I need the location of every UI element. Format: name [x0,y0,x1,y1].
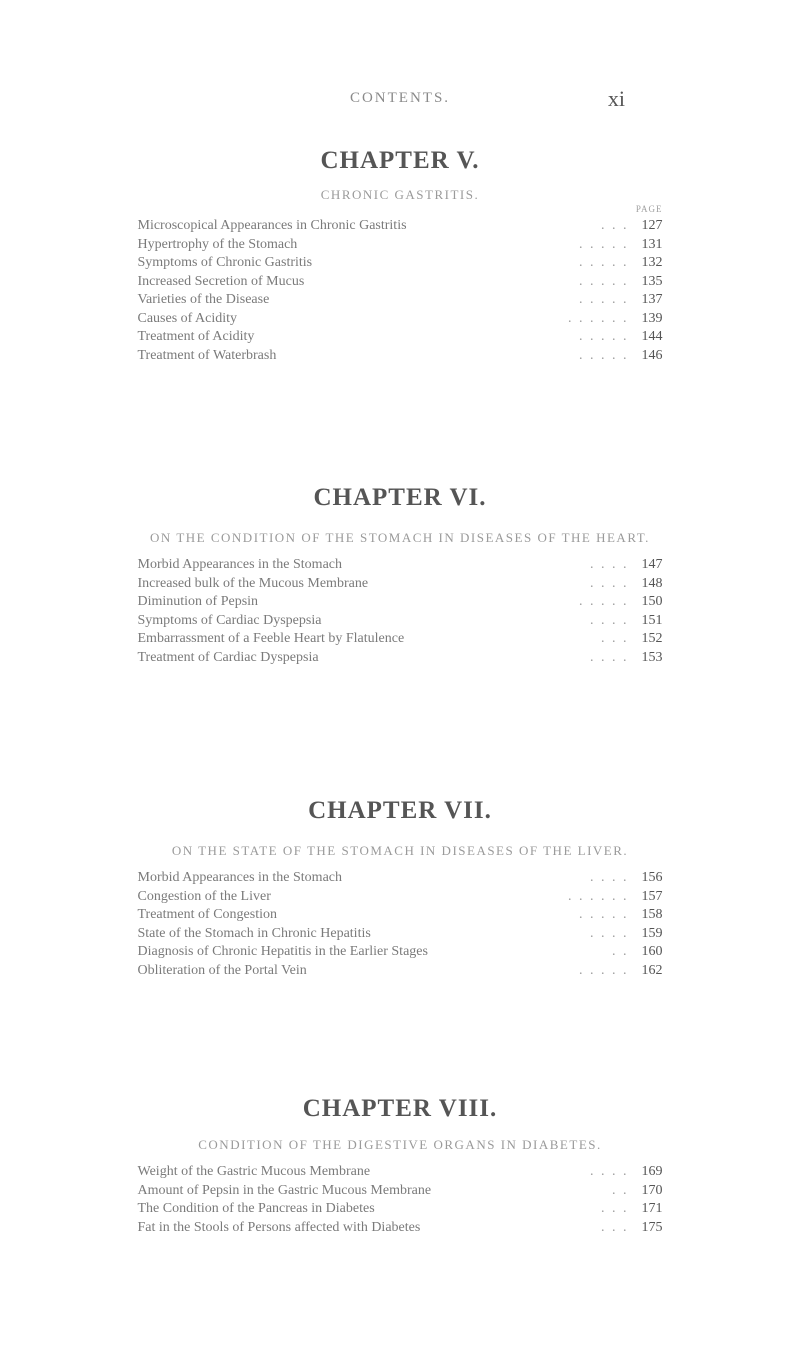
toc-entry-page: 137 [641,292,663,307]
toc-entry [138,870,663,889]
toc-entry-title: Morbid Appearances in the Stomach [137,557,343,572]
leader-dots: . . . . . . [568,888,629,904]
toc-entry [138,292,663,311]
toc-entry-title: Obliteration of the Portal Vein [137,962,307,978]
leader-dots: . . [612,944,629,959]
chapter-5 [0,146,800,366]
toc-entry [138,631,663,650]
leader-dots: . . . . . [579,273,629,289]
toc-entry [138,237,663,256]
toc-entry-page: 127 [641,218,663,233]
toc-entry [138,650,663,669]
toc-entry [138,348,663,367]
toc-entry-page: 159 [641,925,663,941]
toc-entry-title: Treatment of Waterbrash [137,347,277,363]
leader-dots: . . . . . [579,329,629,344]
toc-entry-title: Treatment of Congestion [137,907,277,922]
page-column-label [138,206,663,218]
leader-dots: . . . . [590,612,629,628]
running-title: CONTENTS. [349,90,451,106]
toc-entry [138,1164,663,1183]
toc-entry [138,329,663,348]
chapter-subtitle: ON THE CONDITION OF THE STOMACH IN DISEASES OF THE HEART. [150,530,650,545]
chapter-8 [0,1094,800,1238]
chapter-subtitle: ON THE STATE OF THE STOMACH IN DISEASES OF THE LIVER. [171,843,629,858]
toc-entry-page: 169 [641,1164,663,1179]
toc-entry-title: Causes of Acidity [137,310,238,326]
toc-entry [138,576,663,595]
toc-entry-title: State of the Stomach in Chronic Hepatitis [137,925,371,941]
toc-entry-page: 148 [641,575,663,591]
toc-entry [138,594,663,613]
toc-entry-title: Diminution of Pepsin [137,594,259,609]
toc-entry-title: Fat in the Stools of Persons affected with Diabetes [137,1219,421,1235]
toc-entry-title: Treatment of Acidity [137,329,255,344]
leader-dots: . . . [601,1201,629,1216]
leader-dots: . . . . . . [568,310,629,326]
toc-entry-page: 157 [641,888,663,904]
toc-entry-title: Weight of the Gastric Mucous Membrane [137,1164,371,1179]
chapter-subtitle: CONDITION OF THE DIGESTIVE ORGANS IN DIABETES. [198,1137,602,1152]
leader-dots: . . . . . [579,236,629,252]
leader-dots: . . . . . [579,962,629,978]
running-head [0,86,800,120]
toc-entry-page: 150 [641,594,663,609]
leader-dots: . . . [601,631,629,646]
toc-entry-page: 158 [641,907,663,922]
toc-list [138,557,663,668]
toc-entry [138,613,663,632]
toc-entry-title: Diagnosis of Chronic Hepatitis in the Earlier Stages [137,944,428,959]
leader-dots: . . . . . [579,347,629,363]
toc-entry-page: 146 [641,347,663,363]
toc-entry [138,926,663,945]
page-label: PAGE [635,204,663,214]
leader-dots: . . . . [590,870,629,885]
toc-entry-title: Congestion of the Liver [137,888,271,904]
toc-list [138,870,663,981]
toc-entry-page: 175 [641,1219,663,1235]
leader-dots: . . . . [590,575,629,591]
toc-entry-title: Amount of Pepsin in the Gastric Mucous Membrane [137,1182,432,1198]
toc-entry-page: 160 [641,944,663,959]
leader-dots: . . . [601,218,629,233]
leader-dots: . . . . . [579,255,629,270]
folio: xi [607,86,625,111]
toc-entry [138,963,663,982]
toc-entry [138,944,663,963]
toc-entry [138,1220,663,1239]
toc-entry-title: Increased Secretion of Mucus [137,273,305,289]
toc-entry-page: 135 [641,273,663,289]
chapter-6 [0,483,800,668]
toc-entry [138,311,663,330]
leader-dots: . . . . [590,925,629,941]
leader-dots: . . . . . [579,907,629,922]
toc-list [138,1164,663,1238]
toc-entry [138,1201,663,1220]
toc-list [138,218,663,366]
leader-dots: . . . . . [579,594,629,609]
toc-entry [138,274,663,293]
toc-entry-page: 151 [641,612,663,628]
toc-entry-page: 156 [641,870,663,885]
chapter-title: CHAPTER VII. [308,797,492,824]
toc-entry-page: 147 [641,557,663,572]
toc-entry-page: 139 [641,310,663,326]
toc-entry-page: 170 [641,1182,663,1198]
toc-entry-title: The Condition of the Pancreas in Diabetes [137,1201,375,1216]
toc-entry [138,889,663,908]
chapter-title: CHAPTER V. [320,147,480,174]
toc-entry-title: Hypertrophy of the Stomach [137,236,298,252]
leader-dots: . . . [601,1219,629,1235]
toc-entry-page: 144 [641,329,663,344]
toc-entry [138,557,663,576]
toc-entry-title: Varieties of the Disease [137,292,270,307]
leader-dots: . . . . [590,1164,629,1179]
toc-entry [138,255,663,274]
chapter-title: CHAPTER VI. [313,484,487,511]
toc-entry-title: Symptoms of Chronic Gastritis [137,255,313,270]
toc-entry-page: 132 [641,255,663,270]
toc-entry [138,1183,663,1202]
toc-entry-title: Morbid Appearances in the Stomach [137,870,343,885]
toc-entry-title: Increased bulk of the Mucous Membrane [137,575,369,591]
toc-entry-page: 153 [641,649,663,665]
chapter-7 [0,796,800,981]
leader-dots: . . . . [590,649,629,665]
chapter-subtitle: CHRONIC GASTRITIS. [320,187,480,202]
toc-entry-page: 171 [641,1201,663,1216]
toc-entry-title: Embarrassment of a Feeble Heart by Flatulence [137,631,405,646]
leader-dots: . . . . [590,557,629,572]
leader-dots: . . . . . [579,292,629,307]
chapter-title: CHAPTER VIII. [302,1095,498,1122]
toc-entry-title: Symptoms of Cardiac Dyspepsia [137,612,322,628]
toc-entry-page: 152 [641,631,663,646]
toc-entry [138,218,663,237]
toc-entry [138,907,663,926]
toc-entry-title: Microscopical Appearances in Chronic Gastritis [137,218,407,233]
toc-entry-page: 162 [641,962,663,978]
toc-entry-page: 131 [641,236,663,252]
leader-dots: . . [612,1182,629,1198]
toc-entry-title: Treatment of Cardiac Dyspepsia [137,649,319,665]
